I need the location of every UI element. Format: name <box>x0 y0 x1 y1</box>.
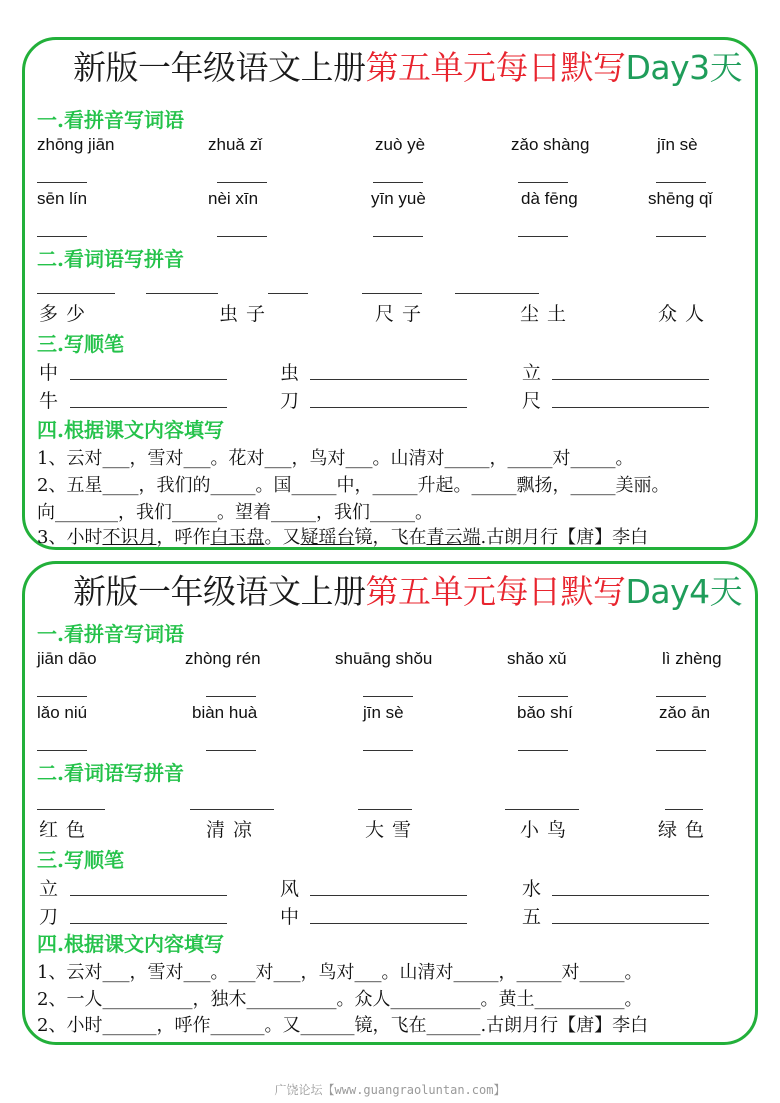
pinyin-item: jīn sè <box>657 135 698 154</box>
answer-line[interactable] <box>268 293 308 294</box>
title-unit: 第五单元每日默写 <box>365 572 626 611</box>
answer-line[interactable] <box>190 809 274 810</box>
pinyin-item: zhuǎ zǐ <box>208 135 262 154</box>
word-item: 多少 <box>39 303 94 325</box>
answer-line[interactable] <box>552 407 709 408</box>
answer-line[interactable] <box>37 809 105 810</box>
answer-line[interactable] <box>37 750 87 751</box>
answer-line[interactable] <box>665 809 703 810</box>
worksheet-day3 <box>22 37 758 550</box>
answer-line[interactable] <box>656 182 706 183</box>
answer-line[interactable] <box>37 236 87 237</box>
fill-line[interactable]: 1、云对___，雪对___。___对___，鸟对___。山清对_____，_____对_____。 <box>37 962 643 983</box>
answer-line[interactable] <box>363 696 413 697</box>
answer-line[interactable] <box>656 236 706 237</box>
answer-line[interactable] <box>310 379 467 380</box>
underlined-text: 不识月 <box>102 527 157 548</box>
fill-line[interactable]: 2、一人__________，独木__________。众人__________。黄土__________。 <box>37 989 643 1010</box>
answer-line[interactable] <box>310 895 467 896</box>
worksheet-day4 <box>22 561 758 1045</box>
pinyin-item: sēn lín <box>37 189 88 208</box>
stroke-char: 中 <box>280 906 300 928</box>
title-day: Day4天 <box>625 572 743 611</box>
pinyin-item: zhòng rén <box>185 649 261 668</box>
pinyin-item: shuāng shǒu <box>335 649 433 668</box>
underlined-text: 白玉盘 <box>210 527 265 548</box>
stroke-char: 中 <box>39 362 59 384</box>
stroke-char: 牛 <box>39 390 59 412</box>
stroke-char: 五 <box>522 906 542 928</box>
answer-line[interactable] <box>70 923 227 924</box>
text: 。又 <box>264 527 301 548</box>
section3-heading: 三.写顺笔 <box>37 848 124 872</box>
pinyin-item: shǎo xǔ <box>507 649 567 668</box>
answer-line[interactable] <box>217 236 267 237</box>
title-unit: 第五单元每日默写 <box>365 48 626 87</box>
underlined-text: 疑瑶台 <box>300 527 355 548</box>
stroke-char: 尺 <box>522 390 542 412</box>
pinyin-item: zuò yè <box>375 135 426 154</box>
pinyin-item: biàn huà <box>192 703 258 722</box>
section1-heading: 一.看拼音写词语 <box>37 622 184 646</box>
pinyin-item: lǎo niú <box>37 703 88 722</box>
poem-line <box>37 523 648 549</box>
answer-line[interactable] <box>70 407 227 408</box>
stroke-char: 虫 <box>280 362 300 384</box>
pinyin-item: bǎo shí <box>517 703 573 722</box>
word-item: 虫子 <box>219 303 274 325</box>
fill-line[interactable]: 1、云对___，雪对___。花对___，鸟对___。山清对_____，_____对_____。 <box>37 448 634 469</box>
stroke-char: 风 <box>280 878 300 900</box>
answer-line[interactable] <box>552 923 709 924</box>
answer-line[interactable] <box>455 293 539 294</box>
stroke-char: 立 <box>39 878 59 900</box>
pinyin-item: jīn sè <box>363 703 404 722</box>
text: ，呼作 <box>156 527 211 548</box>
stroke-char: 水 <box>522 878 542 900</box>
answer-line[interactable] <box>37 293 115 294</box>
text: .古朗月行【唐】李白 <box>480 527 649 548</box>
pinyin-item: zǎo ān <box>659 703 711 722</box>
answer-line[interactable] <box>146 293 218 294</box>
stroke-char: 立 <box>522 362 542 384</box>
word-item: 红色 <box>39 819 94 841</box>
word-item: 众人 <box>658 303 713 325</box>
answer-line[interactable] <box>37 696 87 697</box>
answer-line[interactable] <box>358 809 412 810</box>
word-item: 绿色 <box>658 819 713 841</box>
section2-heading: 二.看词语写拼音 <box>37 761 184 785</box>
underlined-text: 青云端 <box>426 527 481 548</box>
answer-line[interactable] <box>362 293 422 294</box>
title-day: Day3天 <box>625 48 743 87</box>
answer-line[interactable] <box>656 696 706 697</box>
section1-heading: 一.看拼音写词语 <box>37 108 184 132</box>
footer-watermark: 广饶论坛【www.guangraoluntan.com】 <box>274 1083 506 1097</box>
answer-line[interactable] <box>505 809 579 810</box>
answer-line[interactable] <box>70 895 227 896</box>
fill-line[interactable]: 向_______，我们_____。望着_____，我们_____。 <box>37 502 433 523</box>
answer-line[interactable] <box>206 696 256 697</box>
stroke-char: 刀 <box>280 390 300 412</box>
text: 3、小时 <box>37 527 103 548</box>
answer-line[interactable] <box>206 750 256 751</box>
fill-line[interactable]: 2、小时______，呼作______。又______镜，飞在______.古朗月行【唐】李白 <box>37 1015 649 1036</box>
answer-line[interactable] <box>373 182 423 183</box>
stroke-char: 刀 <box>39 906 59 928</box>
answer-line[interactable] <box>518 182 568 183</box>
pinyin-item: yīn yuè <box>371 189 426 208</box>
answer-line[interactable] <box>217 182 267 183</box>
answer-line[interactable] <box>656 750 706 751</box>
word-item: 尘土 <box>520 303 575 325</box>
answer-line[interactable] <box>552 379 709 380</box>
pinyin-item: nèi xīn <box>208 189 259 208</box>
section3-heading: 三.写顺笔 <box>37 332 124 356</box>
word-item: 尺子 <box>375 303 430 325</box>
answer-line[interactable] <box>310 923 467 924</box>
answer-line[interactable] <box>70 379 227 380</box>
title-grade: 新版一年级语文上册 <box>73 48 366 87</box>
answer-line[interactable] <box>37 182 87 183</box>
answer-line[interactable] <box>552 895 709 896</box>
answer-line[interactable] <box>310 407 467 408</box>
title-grade: 新版一年级语文上册 <box>73 572 366 611</box>
answer-line[interactable] <box>518 236 568 237</box>
section4-heading: 四.根据课文内容填写 <box>37 932 224 956</box>
pinyin-item: jiān dāo <box>37 649 97 668</box>
pinyin-item: zhōng jiān <box>37 135 115 154</box>
section2-heading: 二.看词语写拼音 <box>37 247 184 271</box>
word-item: 清凉 <box>206 819 261 841</box>
section4-heading: 四.根据课文内容填写 <box>37 418 224 442</box>
worksheet-title <box>73 572 742 612</box>
pinyin-item: dà fēng <box>521 189 578 208</box>
worksheet-title <box>73 48 742 88</box>
answer-line[interactable] <box>518 750 568 751</box>
pinyin-item: shēng qǐ <box>648 189 713 208</box>
fill-line[interactable]: 2、五星____，我们的_____。国_____中，_____升起。_____飘扬，_____美丽。 <box>37 475 670 496</box>
word-item: 大雪 <box>365 819 420 841</box>
pinyin-item: lì zhèng <box>662 649 722 668</box>
word-item: 小鸟 <box>520 819 575 841</box>
text: 镜，飞在 <box>354 527 427 548</box>
answer-line[interactable] <box>518 696 568 697</box>
answer-line[interactable] <box>373 236 423 237</box>
pinyin-item: zǎo shàng <box>511 135 590 154</box>
answer-line[interactable] <box>363 750 413 751</box>
